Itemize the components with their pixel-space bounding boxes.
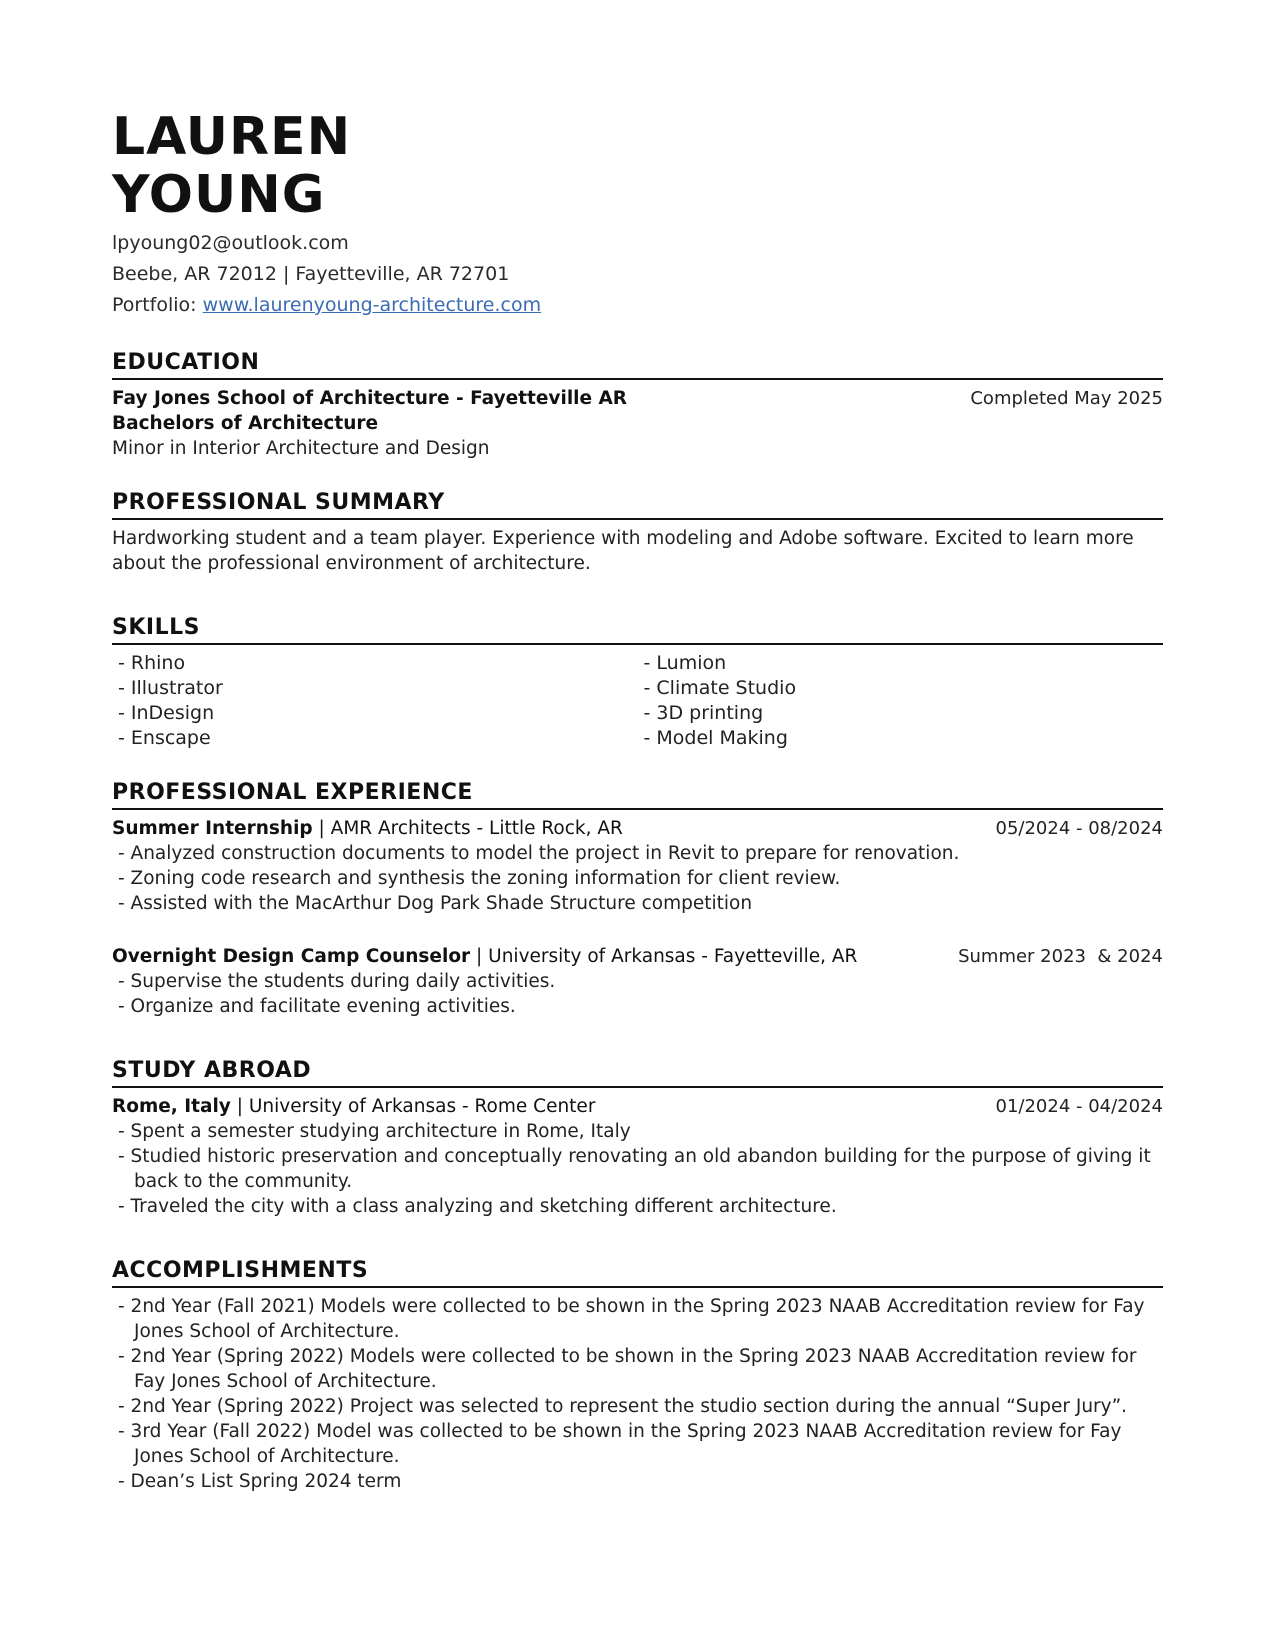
section-title-education: EDUCATION bbox=[112, 349, 1163, 380]
list-item: - 2nd Year (Spring 2022) Project was selected to represent the studio section during the annual “Super Jury”. bbox=[118, 1396, 1128, 1417]
list-item: - 2nd Year (Spring 2022) Models were collected to be shown in the Spring 2023 NAAB Accreditation review for Fay Jones School of Architecture. bbox=[118, 1346, 1137, 1392]
study-org: | University of Arkansas - Rome Center bbox=[230, 1096, 596, 1117]
skill-item: - Enscape bbox=[118, 727, 211, 749]
accomplishments-section bbox=[112, 1257, 1163, 1494]
skills-column-left bbox=[112, 651, 638, 751]
section-title-study-abroad: STUDY ABROAD bbox=[112, 1057, 1163, 1088]
email: lpyoung02@outlook.com bbox=[112, 232, 349, 254]
accomplishments-list bbox=[112, 1294, 1163, 1494]
job-bullets bbox=[112, 969, 1163, 1019]
study-place: Rome, Italy bbox=[112, 1096, 231, 1117]
education-section bbox=[112, 349, 1163, 461]
summary-section bbox=[112, 489, 1163, 576]
contact-block bbox=[112, 228, 1163, 321]
portfolio-link[interactable]: www.laurenyoung-architecture.com bbox=[202, 294, 542, 316]
list-item: - Traveled the city with a class analyzing and sketching different architecture. bbox=[118, 1196, 837, 1217]
list-item: - Zoning code research and synthesis the zoning information for client review. bbox=[118, 868, 841, 889]
study-abroad-section bbox=[112, 1057, 1163, 1219]
portfolio-label: Portfolio: bbox=[112, 294, 197, 316]
completion-date: Completed May 2025 bbox=[970, 388, 1163, 409]
list-item: - Dean’s List Spring 2024 term bbox=[118, 1471, 402, 1492]
job-header bbox=[112, 944, 1163, 969]
section-title-skills: SKILLS bbox=[112, 614, 1163, 645]
list-item: - Supervise the students during daily activities. bbox=[118, 971, 556, 992]
degree: Bachelors of Architecture bbox=[112, 413, 379, 434]
skills-list bbox=[112, 651, 1163, 751]
job-title-line bbox=[112, 944, 857, 969]
section-title-summary: PROFESSIONAL SUMMARY bbox=[112, 489, 1163, 520]
skill-item: - Illustrator bbox=[118, 677, 223, 699]
skills-section bbox=[112, 614, 1163, 751]
study-header bbox=[112, 1094, 1163, 1119]
job-role: Summer Internship bbox=[112, 818, 313, 839]
candidate-name bbox=[112, 108, 1163, 224]
list-item: - 3rd Year (Fall 2022) Model was collected to be shown in the Spring 2023 NAAB Accreditation review for Fay Jones School of Architecture. bbox=[118, 1421, 1122, 1467]
section-title-accomplishments: ACCOMPLISHMENTS bbox=[112, 1257, 1163, 1288]
job-bullets bbox=[112, 841, 1163, 916]
job-entry bbox=[112, 944, 1163, 1019]
experience-section bbox=[112, 779, 1163, 1019]
skill-item: - Climate Studio bbox=[643, 677, 797, 699]
skill-item: - Rhino bbox=[118, 652, 186, 674]
list-item: - Analyzed construction documents to model the project in Revit to prepare for renovation. bbox=[118, 843, 960, 864]
job-org: | AMR Architects - Little Rock, AR bbox=[312, 818, 623, 839]
portfolio-line bbox=[112, 290, 1163, 321]
study-dates: 01/2024 - 04/2024 bbox=[995, 1096, 1163, 1117]
list-item: - Studied historic preservation and conceptually renovating an old abandon building for the purpose of giving it back to the community. bbox=[118, 1146, 1151, 1192]
job-org: | University of Arkansas - Fayetteville, AR bbox=[470, 946, 858, 967]
first-name: LAUREN bbox=[112, 107, 352, 167]
job-title-line bbox=[112, 816, 623, 841]
job-entry bbox=[112, 816, 1163, 916]
list-item: - Assisted with the MacArthur Dog Park Shade Structure competition bbox=[118, 893, 753, 914]
education-row bbox=[112, 386, 1163, 411]
job-dates: Summer 2023 & 2024 bbox=[958, 946, 1163, 967]
list-item: - Spent a semester studying architecture in Rome, Italy bbox=[118, 1121, 631, 1142]
section-title-experience: PROFESSIONAL EXPERIENCE bbox=[112, 779, 1163, 810]
minor: Minor in Interior Architecture and Design bbox=[112, 438, 490, 459]
job-dates: 05/2024 - 08/2024 bbox=[995, 818, 1163, 839]
skills-column-right bbox=[638, 651, 1164, 751]
skill-item: - Model Making bbox=[643, 727, 788, 749]
locations: Beebe, AR 72012 | Fayetteville, AR 72701 bbox=[112, 263, 510, 285]
study-bullets bbox=[112, 1119, 1163, 1219]
job-role: Overnight Design Camp Counselor bbox=[112, 946, 471, 967]
last-name: YOUNG bbox=[112, 165, 326, 225]
job-header bbox=[112, 816, 1163, 841]
study-title-line bbox=[112, 1094, 595, 1119]
summary-text: Hardworking student and a team player. Experience with modeling and Adobe software. Excited to learn more about the professional environment of architecture. bbox=[112, 528, 1134, 574]
skill-item: - 3D printing bbox=[643, 702, 764, 724]
list-item: - Organize and facilitate evening activities. bbox=[118, 996, 516, 1017]
skill-item: - Lumion bbox=[643, 652, 727, 674]
school-name: Fay Jones School of Architecture - Fayetteville AR bbox=[112, 388, 628, 409]
list-item: - 2nd Year (Fall 2021) Models were collected to be shown in the Spring 2023 NAAB Accreditation review for Fay Jones School of Architecture. bbox=[118, 1296, 1145, 1342]
skill-item: - InDesign bbox=[118, 702, 215, 724]
